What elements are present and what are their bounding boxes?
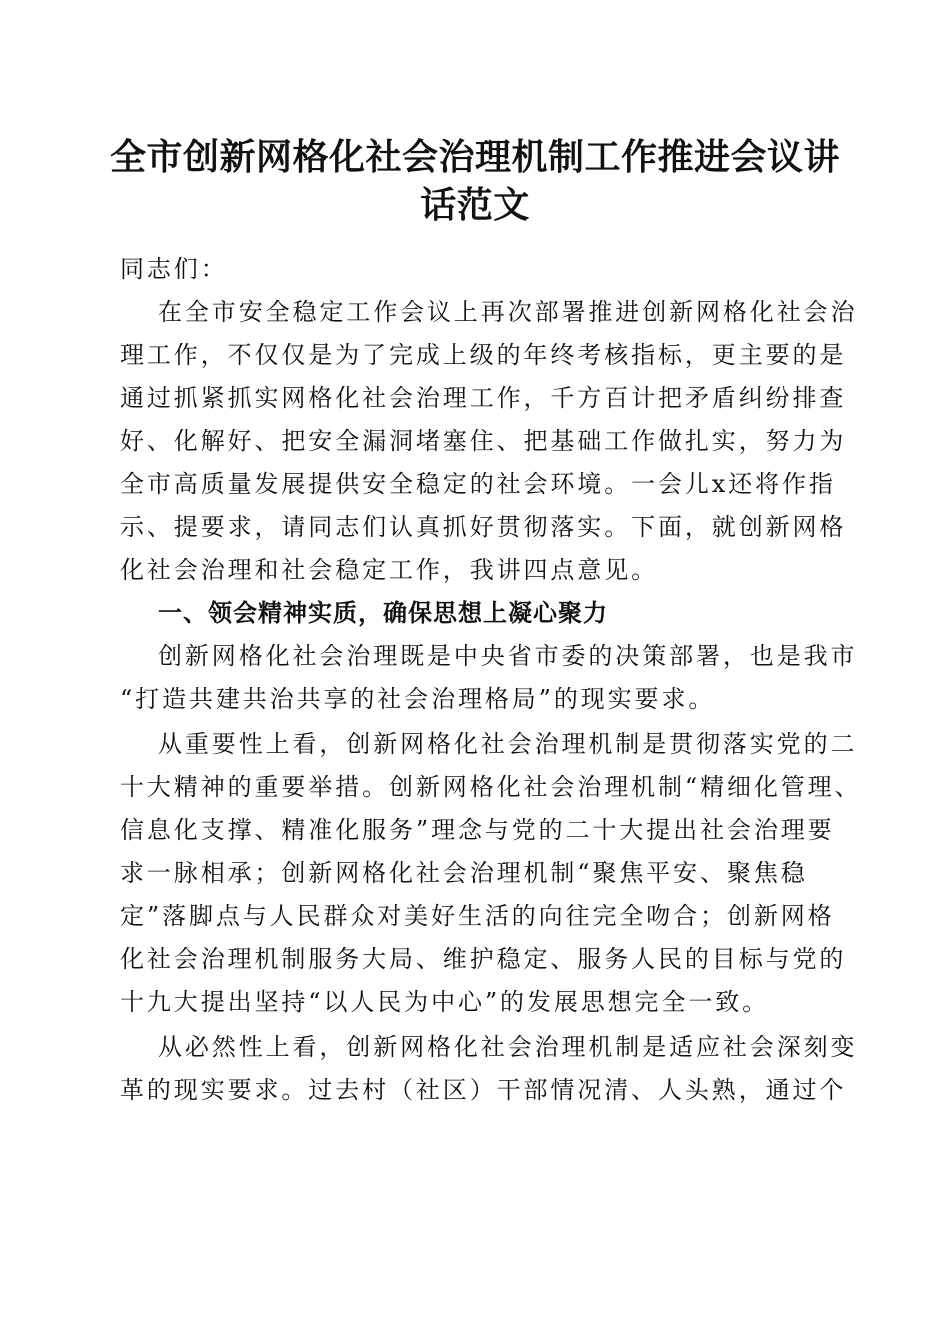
paragraph-line: 通过抓紧抓实网格化社会治理工作，千方百计把矛盾纠纷排查 <box>120 384 847 412</box>
paragraph-line: 示、提要求，请同志们认真抓好贯彻落实。下面，就创新网格 <box>120 513 847 541</box>
paragraph-line: 全市高质量发展提供安全稳定的社会环境。一会儿x还将作指 <box>120 470 836 498</box>
salutation: 同志们： <box>120 255 228 283</box>
paragraph-line: 好、化解好、把安全漏洞堵塞住、把基础工作做扎实，努力为 <box>120 427 847 455</box>
paragraph-line: 十九大提出坚持“以人民为中心”的发展思想完全一致。 <box>120 988 770 1016</box>
paragraph-line: 革的现实要求。过去村（社区）干部情况清、人头熟，通过个 <box>120 1076 847 1104</box>
paragraph-line: 求一脉相承；创新网格化社会治理机制“聚焦平安、聚焦稳 <box>120 859 808 887</box>
paragraph-line: 化社会治理和社会稳定工作，我讲四点意见。 <box>120 556 658 584</box>
paragraph-line: 化社会治理机制服务大局、维护稳定、服务人民的目标与党的 <box>120 945 847 973</box>
section-heading: 一、领会精神实质，确保思想上凝心聚力 <box>158 599 608 627</box>
document-body <box>120 248 862 1112</box>
paragraph-line: 创新网格化社会治理既是中央省市委的决策部署，也是我市 <box>158 642 858 670</box>
paragraph-line: 信息化支撑、精准化服务”理念与党的二十大提出社会治理要 <box>120 816 835 844</box>
paragraph-line: 十大精神的重要举措。创新网格化社会治理机制“精细化管理、 <box>120 773 862 801</box>
paragraph-line: 在全市安全稳定工作会议上再次部署推进创新网格化社会治 <box>158 298 858 326</box>
paragraph-line: 从必然性上看，创新网格化社会治理机制是适应社会深刻变 <box>158 1033 858 1061</box>
paragraph-line: 定”落脚点与人民群众对美好生活的向往完全吻合；创新网格 <box>120 902 835 930</box>
paragraph-line: 从重要性上看，创新网格化社会治理机制是贯彻落实党的二 <box>158 730 858 758</box>
paragraph-line: “打造共建共治共享的社会治理格局”的现实要求。 <box>120 685 716 713</box>
paragraph-line: 理工作，不仅仅是为了完成上级的年终考核指标，更主要的是 <box>120 341 847 369</box>
document-title: 全市创新网格化社会治理机制工作推进会议讲话范文 <box>109 136 840 226</box>
